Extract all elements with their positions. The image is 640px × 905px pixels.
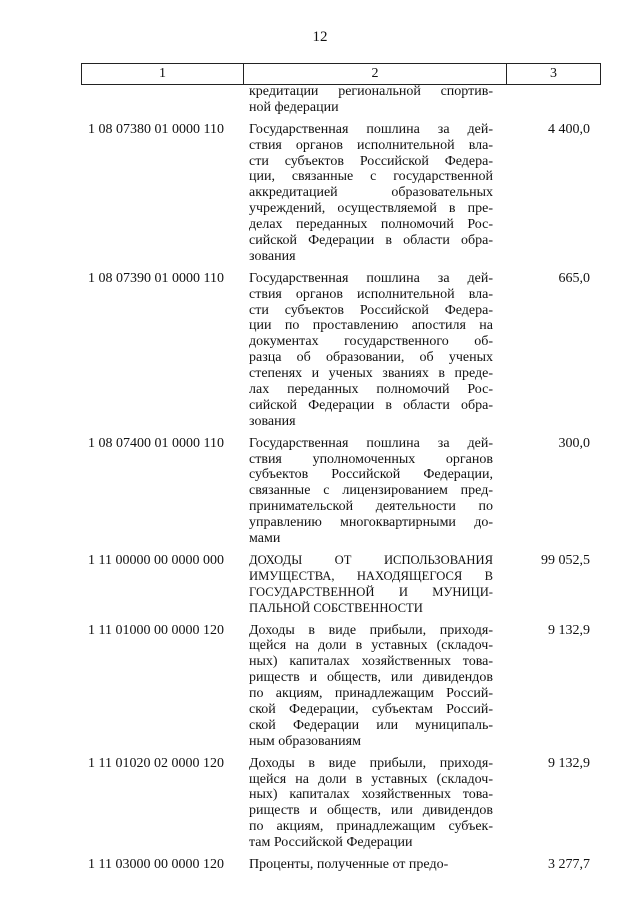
name-line: Доходы в виде прибыли, приходя-: [249, 755, 493, 771]
budget-code: 1 11 03000 00 0000 120: [88, 856, 224, 872]
continuation-code-cell: [81, 84, 243, 116]
name-line: зования: [249, 413, 296, 429]
column-header-2: 2: [244, 64, 507, 84]
column-header-1: 1: [82, 64, 244, 84]
table-row: [81, 553, 601, 617]
budget-code: 1 08 07400 01 0000 110: [88, 435, 224, 451]
table-row: [81, 623, 601, 750]
continuation-row: [81, 84, 601, 116]
name-line: зования: [249, 248, 296, 264]
name-line: Государственная пошлина за дей-: [249, 435, 493, 451]
name-line: Доходы в виде прибыли, приходя-: [249, 622, 493, 638]
name-line: ствия органов исполнительной вла-: [249, 286, 493, 302]
name-line: Проценты, полученные от предо-: [249, 856, 449, 872]
budget-code: 1 11 01020 02 0000 120: [88, 755, 224, 771]
table-row: [81, 271, 601, 430]
continuation-name-cell: [243, 84, 506, 116]
budget-code: 1 08 07390 01 0000 110: [88, 270, 224, 286]
name-line: щейся на доли в уставных (складоч-: [249, 638, 493, 654]
revenue-description: [243, 436, 506, 547]
name-line: ным образованиям: [249, 733, 361, 749]
name-line: ных) капиталах хозяйственных това-: [249, 654, 493, 670]
name-line: ных) капиталах хозяйственных това-: [249, 787, 493, 803]
name-line: ПАЛЬНОЙ СОБСТВЕННОСТИ: [249, 600, 423, 615]
name-line: сти субъектов Российской Федера-: [249, 302, 493, 318]
table-row: [81, 857, 601, 873]
name-line: ской Федерации, субъектам Россий-: [249, 701, 493, 717]
column-header-3: 3: [550, 66, 557, 81]
revenue-description: [243, 857, 506, 873]
name-line: связанные с лицензированием пред-: [249, 483, 493, 499]
name-line: риществ и обществ, или дивидендов: [249, 803, 493, 819]
name-line: сти субъектов Российской Федера-: [249, 153, 493, 169]
name-line: документах государственного об-: [249, 334, 493, 350]
amount-value: 9 132,9: [548, 622, 590, 638]
name-line: делах переданных полномочий Рос-: [249, 217, 493, 233]
continuation-value-cell: [506, 84, 601, 116]
table-row: [81, 122, 601, 265]
name-line: ДОХОДЫ ОТ ИСПОЛЬЗОВАНИЯ: [249, 552, 493, 567]
table-row: [81, 436, 601, 547]
name-line: по акциям, принадлежащим Россий-: [249, 686, 493, 702]
name-line: субъектов Российской Федерации,: [249, 467, 493, 483]
name-line: принимательской деятельности по: [249, 499, 493, 515]
name-line: сийской Федерации в области обра-: [249, 233, 493, 249]
name-line: управлению многоквартирными до-: [249, 515, 493, 531]
name-line: там Российской Федерации: [249, 835, 413, 851]
name-line: риществ и обществ, или дивидендов: [249, 670, 493, 686]
name-line: ции по проставлению апостиля на: [249, 318, 493, 334]
name-line: мами: [249, 531, 281, 547]
name-line: ИМУЩЕСТВА, НАХОДЯЩЕГОСЯ В: [249, 568, 493, 583]
name-line: по акциям, принадлежащим субъек-: [249, 819, 493, 835]
revenue-description: [243, 756, 506, 851]
name-line: ствия уполномоченных органов: [249, 451, 493, 467]
name-line: ции, связанные с государственной: [249, 169, 493, 185]
name-line: кредитации региональной спортив-: [249, 84, 493, 99]
budget-code: 1 11 01000 00 0000 120: [88, 622, 224, 638]
name-line: Государственная пошлина за дей-: [249, 121, 493, 137]
name-line: ной федерации: [249, 99, 339, 115]
revenue-description: [243, 553, 506, 617]
name-line: сийской Федерации в области обра-: [249, 397, 493, 413]
amount-value: 300,0: [558, 435, 590, 451]
amount-value: 99 052,5: [541, 552, 590, 568]
name-line: степенях и ученых званиях в преде-: [249, 366, 493, 382]
amount-value: 3 277,7: [548, 856, 590, 872]
name-line: лах переданных полномочий Рос-: [249, 382, 493, 398]
revenue-description: [243, 623, 506, 750]
table-row: [81, 756, 601, 851]
table-header: [81, 63, 601, 85]
name-line: аккредитацией образовательных: [249, 185, 493, 201]
row-container: [81, 116, 601, 873]
revenue-description: [243, 271, 506, 430]
page-number: 12: [312, 29, 328, 45]
name-line: щейся на доли в уставных (складоч-: [249, 771, 493, 787]
name-line: ГОСУДАРСТВЕННОЙ И МУНИЦИ-: [249, 584, 493, 599]
amount-value: 4 400,0: [548, 121, 590, 137]
name-line: учреждений, осуществляемой в пре-: [249, 201, 493, 217]
budget-code: 1 08 07380 01 0000 110: [88, 121, 224, 137]
budget-code: 1 11 00000 00 0000 000: [88, 552, 224, 568]
name-line: ской Федерации или муниципаль-: [249, 717, 493, 733]
name-line: разца об образовании, об ученых: [249, 350, 493, 366]
revenue-description: [243, 122, 506, 265]
name-line: ствия органов исполнительной вла-: [249, 137, 493, 153]
table-body: [81, 84, 601, 873]
amount-value: 9 132,9: [548, 755, 590, 771]
name-line: Государственная пошлина за дей-: [249, 270, 493, 286]
amount-value: 665,0: [558, 270, 590, 286]
